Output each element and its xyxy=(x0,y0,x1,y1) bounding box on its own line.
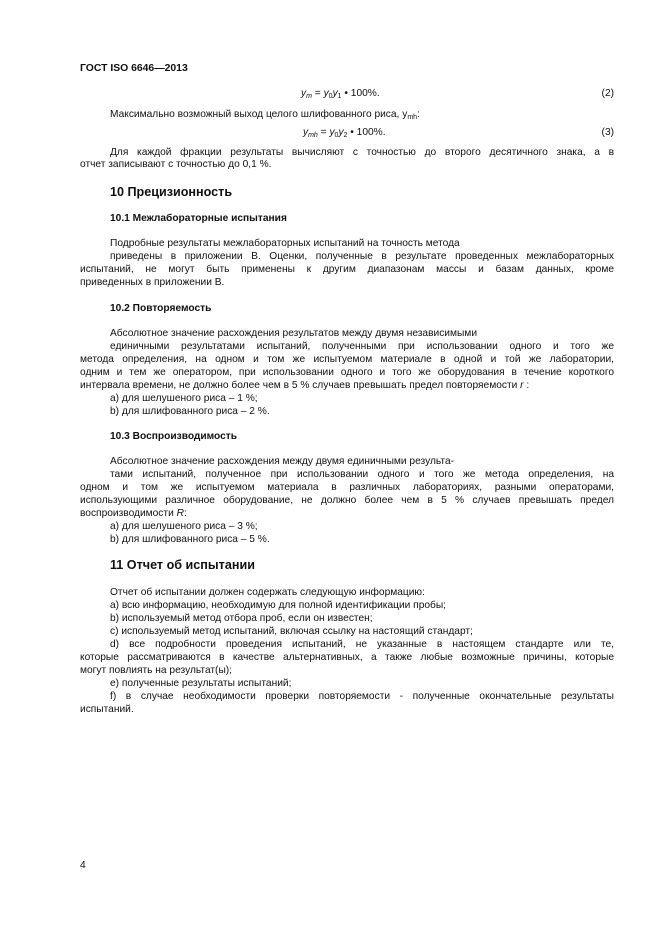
s10-3-line-3: одном и том же испытуемом материала в различных лабораториях, разными операторами, xyxy=(80,482,614,493)
s11-item-a: a) всю информацию, необходимую для полной идентификации пробы; xyxy=(110,600,447,611)
section-11-title: 11 Отчет об испытании xyxy=(110,558,255,572)
s11-item-f-line-1: f) в случае необходимости проверки повторяемости - полученные окончательные результаты xyxy=(110,691,614,702)
s10-3-item-a: a) для шелушеного риса – 3 %; xyxy=(110,521,258,532)
s10-2-item-b: b) для шлифованного риса – 2 %. xyxy=(110,406,270,417)
s11-item-b: b) используемый метод отбора проб, если он известен; xyxy=(110,613,373,624)
s11-item-f-line-2: испытаний. xyxy=(80,704,134,715)
s11-item-c: c) используемый метод испытаний, включая ссылку на настоящий стандарт; xyxy=(110,626,473,637)
s10-2-line-4: одним и тем же оператором, при использовании одного и того же оборудования в течение короткого xyxy=(80,367,614,378)
s11-item-d-line-3: могут повлиять на результат(ы); xyxy=(80,665,232,676)
document-header: ГОСТ ISO 6646—2013 xyxy=(80,63,188,74)
section-10-3-title: 10.3 Воспроизводимость xyxy=(110,431,238,442)
s10-1-line-3: испытаний, не могут быть применены к другим диапазонам массы и базам данных, кроме xyxy=(80,264,614,275)
s10-3-line-4: использующими различное оборудование, не должно более чем в 5 % случаев превышать предел xyxy=(80,495,614,506)
section-10-1-title: 10.1 Межлабораторные испытания xyxy=(110,213,287,224)
s10-2-item-a: a) для шелушеного риса – 1 %; xyxy=(110,393,258,404)
s10-3-line-1: Абсолютное значение расхождения между двумя единичными результа- xyxy=(110,456,455,467)
s10-2-line-5: интервала времени, не должно более чем в 5 % случаев превышать предел повторяемости r : xyxy=(80,380,530,391)
s10-1-line-1: Подробные результаты межлабораторных испытаний на точность метода xyxy=(110,238,460,249)
page-number: 4 xyxy=(80,860,86,871)
formula-2-number: (2) xyxy=(601,88,614,99)
note-line-2: отчет записывают с точностью до 0,1 %. xyxy=(80,159,272,170)
s10-3-item-b: b) для шлифованного риса – 5 %. xyxy=(110,534,270,545)
formula-3-intro: Максимально возможный выход целого шлифованного риса, $y_{mh}$: xyxy=(110,109,420,121)
s10-2-line-3: метода определения, на одном и том же испытуемом материале в одной и той же лаборатории, xyxy=(80,354,614,365)
formula-3-number: (3) xyxy=(601,127,614,138)
section-10-2-title: 10.2 Повторяемость xyxy=(110,303,212,314)
s10-3-line-2: тами испытаний, полученное при использовании одного и того же метода определения, на xyxy=(110,469,614,480)
formula-3: $y_{mh} = y_0y_2$ • 100%. xyxy=(303,127,386,139)
s11-item-d-line-1: d) все подробности проведения испытаний, не указанные в настоящем стандарте или те, xyxy=(110,639,614,650)
s11-item-d-line-2: которые рассматриваются в качестве альтернативных, а также любые возможные причины, которые xyxy=(80,652,614,663)
s11-intro: Отчет об испытании должен содержать следующую информацию: xyxy=(110,587,425,598)
s10-1-line-4: приведенных в приложении В. xyxy=(80,277,225,288)
s10-2-line-2: единичными результатами испытаний, полученными при использовании одного и того же xyxy=(110,341,614,352)
s11-item-e: e) полученные результаты испытаний; xyxy=(110,678,292,689)
s10-3-line-5: воспроизводимости R: xyxy=(80,508,187,519)
s10-1-line-2: приведены в приложении В. Оценки, полученные в результате проведенных межлабораторных xyxy=(110,251,614,262)
section-10-title: 10 Прецизионность xyxy=(110,185,233,199)
s10-2-line-1: Абсолютное значение расхождения результатов между двумя независимыми xyxy=(110,328,478,339)
note-line-1: Для каждой фракции результаты вычисляют с точностью до второго десятичного знака, а в xyxy=(110,147,614,158)
formula-2: $y_m = y_0y_1$ • 100%. xyxy=(301,88,380,100)
